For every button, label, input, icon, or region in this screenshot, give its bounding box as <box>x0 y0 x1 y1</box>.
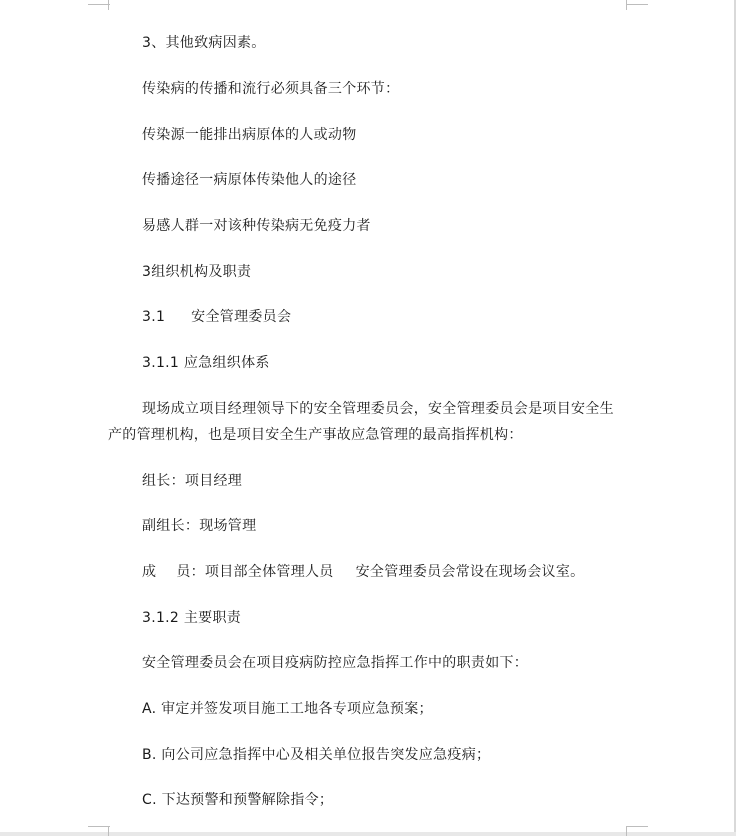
crop-mark-bottom-right <box>626 826 648 827</box>
list-item: C. 下达预警和预警解除指令； <box>142 792 334 808</box>
meeting-room-note: 安全管理委员会常设在现场会议室。 <box>355 564 585 580</box>
paragraph-line: 现场成立项目经理领导下的安全管理委员会，安全管理委员会是项目安全生 <box>142 401 614 417</box>
subsection-heading: 3.1.1 应急组织体系 <box>142 355 270 371</box>
crop-mark-top-left <box>88 4 110 5</box>
subsection-heading <box>142 308 291 326</box>
crop-mark-bottom-left <box>88 826 110 827</box>
list-item: B. 向公司应急指挥中心及相关单位报告突发应急疫病； <box>142 747 491 763</box>
paragraph-line: 产的管理机构，也是项目安全生产事故应急管理的最高指挥机构： <box>108 427 523 443</box>
text-line: 安全管理委员会在项目疫病防控应急指挥工作中的职责如下： <box>142 655 529 671</box>
list-item: A. 审定并签发项目施工工地各专项应急预案； <box>142 701 433 717</box>
subsection-heading: 3.1.2 主要职责 <box>142 610 242 626</box>
crop-mark-bottom-left-v <box>108 826 109 836</box>
text-line: 传染病的传播和流行必须具备三个环节： <box>142 81 400 97</box>
member-line <box>142 563 584 581</box>
text-line: 传播途径一病原体传染他人的途径 <box>142 172 357 188</box>
section-heading: 3组织机构及职责 <box>142 264 252 280</box>
text-line: 传染源一能排出病原体的人或动物 <box>142 127 357 143</box>
text-line: 组长：项目经理 <box>142 473 243 489</box>
crop-mark-top-right <box>626 4 648 5</box>
crop-mark-top-right-v <box>626 0 627 10</box>
text-line: 易感人群一对该种传染病无免疫力者 <box>142 218 371 234</box>
text-line: 副组长：现场管理 <box>142 518 257 534</box>
member-label-part: 成 <box>142 564 157 580</box>
text-line: 3、其他致病因素。 <box>142 35 266 51</box>
member-value: 员：项目部全体管理人员 <box>176 564 334 580</box>
subsection-number: 3.1 <box>142 309 166 325</box>
subsection-title: 安全管理委员会 <box>191 309 292 325</box>
crop-mark-top-left-v <box>108 0 109 10</box>
crop-mark-bottom-right-v <box>626 826 627 836</box>
